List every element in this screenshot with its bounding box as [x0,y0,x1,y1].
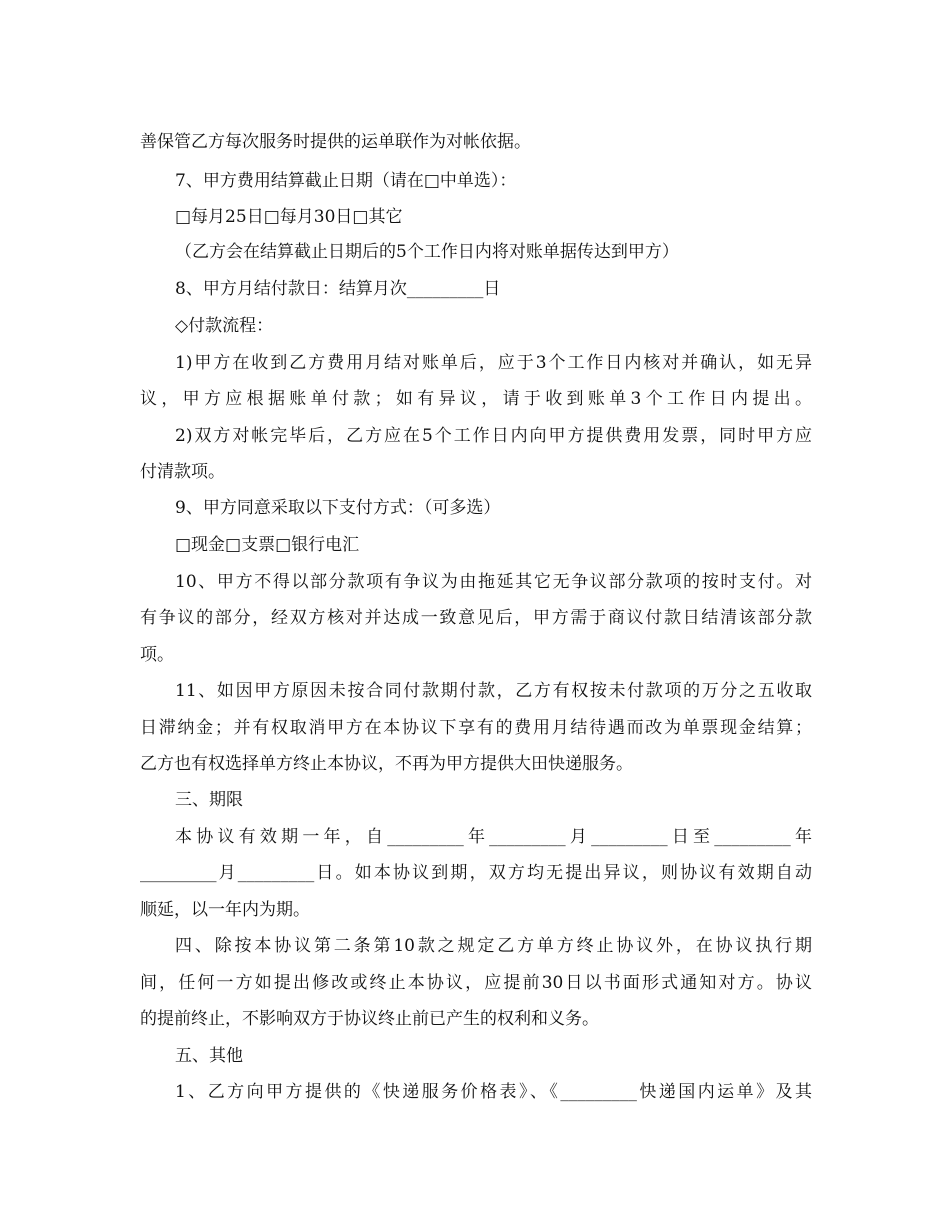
text-line: 10、甲方不得以部分款项有争议为由拖延其它无争议部分款项的按时支付。对 [175,572,812,592]
text-line: _________月_________日。如本协议到期，双方均无提出异议，则协议有效期自动 [140,863,812,883]
settlement-note: （乙方会在结算截止日期后的5个工作日内将对账单据传达到甲方） [175,242,679,262]
text-line: 1)甲方在收到乙方费用月结对账单后，应于3个工作日内核对并确认，如无异 [175,353,812,373]
text-line: 本协议有效期一年，自_________年_________月_________日至_________年 [175,827,812,847]
section-4-text: 四、除按本协议第二条第10款之规定乙方单方终止协议外，在协议执行期 [175,936,812,956]
section-3-heading: 三、期限 [175,790,243,810]
text-line: 付清款项。 [140,462,225,482]
text-line: 日滞纳金；并有权取消甲方在本协议下享有的费用月结待遇而改为单票现金结算； [140,718,812,738]
text-line: 项。 [140,645,174,665]
payment-method-options: □现金□支票□银行电汇 [175,535,360,555]
text-line: 的提前终止，不影响双方于协议终止前已产生的权利和义务。 [140,1009,599,1029]
text-line: 11、如因甲方原因未按合同付款期付款，乙方有权按未付款项的万分之五收取 [175,681,812,701]
text-line: 乙方也有权选择单方终止本协议，不再为甲方提供大田快递服务。 [140,754,633,774]
text-line: 善保管乙方每次服务时提供的运单联作为对帐依据。 [140,132,531,152]
text-line: 有争议的部分，经双方核对并达成一致意见后，甲方需于商议付款日结清该部分款 [140,608,812,628]
clause-7-heading: 7、甲方费用结算截止日期（请在□中单选）： [175,171,517,191]
settlement-date-options: □每月25日□每月30日□其它 [175,207,403,227]
text-line: 2)双方对帐完毕后，乙方应在5个工作日内向甲方提供费用发票，同时甲方应 [175,426,812,446]
clause-8-heading: 8、甲方月结付款日：结算月次_________日 [175,279,501,299]
text-line: 议，甲方应根据账单付款；如有异议，请于收到账单3个工作日内提出。 [140,389,812,409]
clause-9-heading: 9、甲方同意采取以下支付方式：（可多选） [175,498,501,518]
text-line: 1、乙方向甲方提供的《快递服务价格表》、《_________快递国内运单》及其 [175,1082,812,1102]
text-line: 间，任何一方如提出修改或终止本协议，应提前30日以书面形式通知对方。协议 [140,973,812,993]
section-5-heading: 五、其他 [175,1046,243,1066]
text-line: 顺延，以一年内为期。 [140,900,310,920]
payment-process-heading: ◇付款流程： [175,316,274,336]
